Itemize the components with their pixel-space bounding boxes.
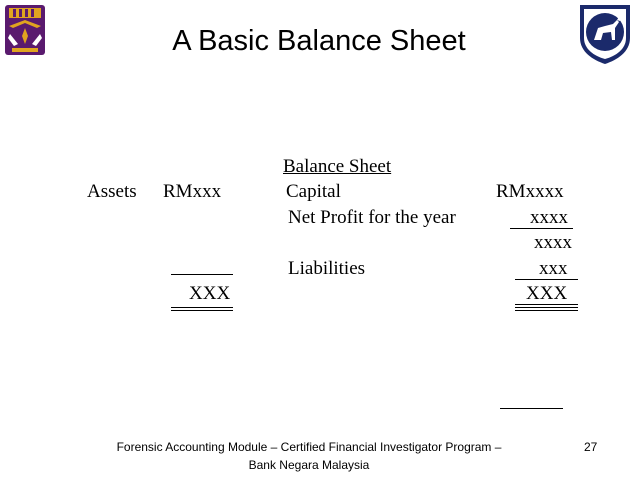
liabilities-value: xxx xyxy=(539,258,568,279)
capital-value: RMxxxx xyxy=(496,181,564,202)
liabilities-total-underline xyxy=(515,304,578,305)
assets-total-double-underline xyxy=(171,307,233,311)
net-profit-underline xyxy=(510,228,573,229)
liabilities-total: XXX xyxy=(526,283,568,304)
capital-subtotal-value: xxxx xyxy=(534,232,572,253)
liabilities-underline xyxy=(515,279,578,280)
assets-label: Assets xyxy=(87,181,137,202)
footer-line-2: Bank Negara Malaysia xyxy=(248,458,370,472)
liabilities-total-double-underline xyxy=(515,307,578,311)
net-profit-label: Net Profit for the year xyxy=(288,207,456,228)
balance-sheet-heading: Balance Sheet xyxy=(283,156,392,177)
assets-total: XXX xyxy=(189,283,231,304)
liabilities-label: Liabilities xyxy=(288,258,366,279)
page-number: 27 xyxy=(584,440,598,454)
capital-label: Capital xyxy=(286,181,341,202)
assets-value: RMxxx xyxy=(163,181,222,202)
footer-line-1: Forensic Accounting Module – Certified Financial Investigator Program – xyxy=(116,440,502,454)
slide-title: A Basic Balance Sheet xyxy=(172,25,466,57)
footer-divider-line xyxy=(500,408,563,409)
assets-underline xyxy=(171,274,233,275)
net-profit-value: xxxx xyxy=(530,207,568,228)
slide-footer xyxy=(80,438,538,474)
